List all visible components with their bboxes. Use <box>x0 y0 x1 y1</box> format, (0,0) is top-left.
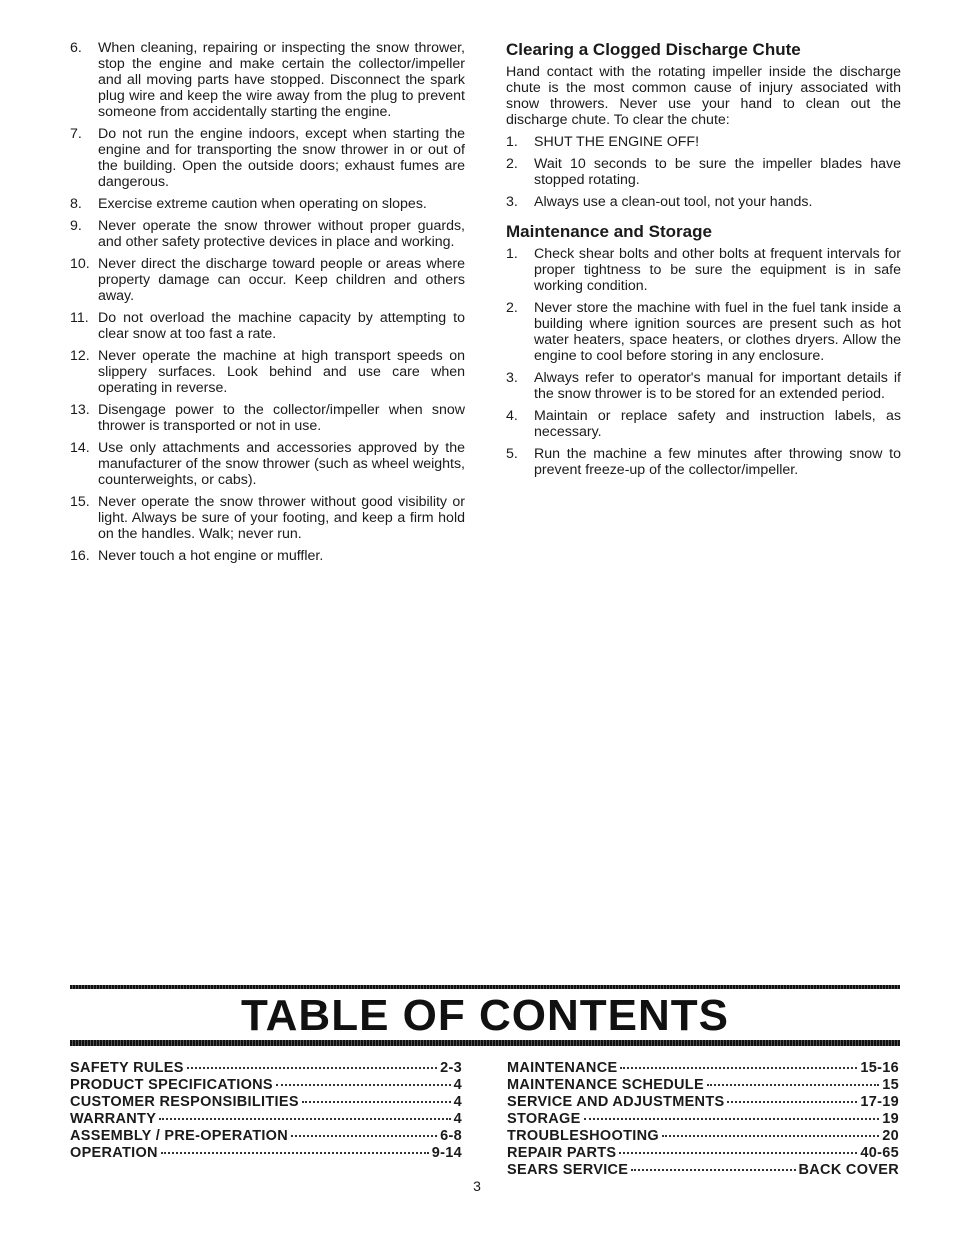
item-text: Check shear bolts and other bolts at frequent intervals for proper tightness to be sure the equipment is in safe working condition. <box>534 246 901 294</box>
item-text: Do not run the engine indoors, except when starting the engine and for transporting the snow thrower in or out of the building. Open the outside doors; exhaust fumes are dangerous. <box>98 126 465 190</box>
item-number: 16. <box>70 548 90 564</box>
item-number: 2. <box>506 300 518 316</box>
list-item <box>70 440 465 488</box>
item-number: 2. <box>506 156 518 172</box>
toc-entry-label: REPAIR PARTS <box>507 1145 617 1161</box>
item-number: 15. <box>70 494 90 510</box>
item-text: Wait 10 seconds to be sure the impeller blades have stopped rotating. <box>534 156 901 188</box>
list-item <box>70 310 465 342</box>
toc-entry[interactable] <box>507 1077 899 1094</box>
toc-entry-label: SERVICE AND ADJUSTMENTS <box>507 1094 725 1110</box>
item-text: SHUT THE ENGINE OFF! <box>534 134 700 150</box>
list-item <box>506 156 901 188</box>
toc-divider-bottom <box>70 1040 900 1046</box>
toc-entry-label: SEARS SERVICE <box>507 1162 629 1178</box>
toc-right-column <box>507 1060 899 1179</box>
item-number: 11. <box>70 310 89 326</box>
toc-leader <box>631 1169 795 1171</box>
toc-entry-pages: 4 <box>453 1111 462 1127</box>
list-item <box>70 402 465 434</box>
right-column <box>506 40 901 484</box>
list-item <box>506 246 901 294</box>
page-number: 3 <box>473 1178 481 1194</box>
toc-entry-label: WARRANTY <box>70 1111 157 1127</box>
toc-entry-pages: 15-16 <box>860 1060 899 1076</box>
list-item <box>70 126 465 190</box>
toc-entry-pages: 15 <box>882 1077 899 1093</box>
toc-entry[interactable] <box>507 1094 899 1111</box>
item-number: 1. <box>506 246 518 262</box>
toc-entry-label: TROUBLESHOOTING <box>507 1128 659 1144</box>
item-text: Disengage power to the collector/impeller when snow thrower is transported or not in use. <box>98 402 465 434</box>
toc-entry-pages: 9-14 <box>431 1145 462 1161</box>
toc-entry-label: STORAGE <box>507 1111 581 1127</box>
toc-entry-label: OPERATION <box>70 1145 158 1161</box>
toc-entry-label: ASSEMBLY / PRE-OPERATION <box>70 1128 289 1144</box>
item-number: 1. <box>506 134 518 150</box>
item-number: 9. <box>70 218 82 234</box>
list-item <box>506 300 901 364</box>
clogged-chute-steps <box>506 134 901 210</box>
toc-entry[interactable] <box>507 1111 899 1128</box>
toc-leader <box>619 1152 857 1154</box>
toc-entry-pages: 40-65 <box>860 1145 899 1161</box>
item-text: Always use a clean-out tool, not your hands. <box>534 194 813 210</box>
toc-entry[interactable] <box>507 1128 899 1145</box>
list-item <box>70 548 465 564</box>
toc-entry-pages: 20 <box>882 1128 899 1144</box>
toc-entry-pages: 4 <box>453 1094 462 1110</box>
toc-leader <box>159 1118 450 1120</box>
clogged-chute-heading: Clearing a Clogged Discharge Chute <box>506 40 801 59</box>
item-number: 6. <box>70 40 82 56</box>
toc-leader <box>187 1067 437 1069</box>
item-number: 8. <box>70 196 82 212</box>
item-number: 10. <box>70 256 90 272</box>
toc-divider-top <box>70 985 900 989</box>
toc-entry[interactable] <box>70 1077 462 1094</box>
list-item <box>506 134 901 150</box>
list-item <box>70 348 465 396</box>
toc-leader <box>161 1152 429 1154</box>
item-number: 5. <box>506 446 518 462</box>
left-column <box>70 40 465 570</box>
maintenance-steps <box>506 246 901 478</box>
item-number: 7. <box>70 126 82 142</box>
list-item <box>70 256 465 304</box>
item-text: Maintain or replace safety and instruction labels, as necessary. <box>534 408 901 440</box>
toc-entry[interactable] <box>70 1111 462 1128</box>
toc-leader <box>662 1135 879 1137</box>
item-text: Never operate the snow thrower without good visibility or light. Always be sure of your footing, and keep a firm hold on the handles. Walk; never run. <box>98 494 465 542</box>
toc-entry-label: MAINTENANCE SCHEDULE <box>507 1077 704 1093</box>
item-text: Exercise extreme caution when operating on slopes. <box>98 196 427 212</box>
item-text: Never direct the discharge toward people or areas where property damage can occur. Keep children and others away. <box>98 256 465 304</box>
item-text: Never operate the snow thrower without proper guards, and other safety protective devices in place and working. <box>98 218 465 250</box>
toc-entry-pages: 6-8 <box>440 1128 462 1144</box>
list-item <box>70 494 465 542</box>
item-text: Do not overload the machine capacity by attempting to clear snow at too fast a rate. <box>98 310 465 342</box>
toc-entry-pages: BACK COVER <box>798 1162 899 1178</box>
toc-entry-pages: 17-19 <box>860 1094 899 1110</box>
toc-leader <box>276 1084 451 1086</box>
list-item <box>506 408 901 440</box>
toc-leader <box>727 1101 857 1103</box>
toc-entry-label: SAFETY RULES <box>70 1060 184 1076</box>
toc-entry-label: CUSTOMER RESPONSIBILITIES <box>70 1094 299 1110</box>
toc-entry[interactable] <box>70 1060 462 1077</box>
list-item <box>70 40 465 120</box>
item-number: 3. <box>506 370 518 386</box>
list-item <box>506 446 901 478</box>
item-text: Never operate the machine at high transport speeds on slippery surfaces. Look behind and use care when operating in reverse. <box>98 348 465 396</box>
toc-left-column <box>70 1060 462 1162</box>
item-text: Always refer to operator's manual for important details if the snow thrower is to be stored for an extended period. <box>534 370 901 402</box>
item-number: 13. <box>70 402 90 418</box>
toc-leader <box>302 1101 451 1103</box>
item-text: Run the machine a few minutes after throwing snow to prevent freeze-up of the collector/impeller. <box>534 446 901 478</box>
toc-entry[interactable] <box>507 1060 899 1077</box>
toc-entry[interactable] <box>70 1128 462 1145</box>
item-text: Never store the machine with fuel in the fuel tank inside a building where ignition sources are present such as hot water heaters, space heaters, or clothes dryers. Allow the engine to cool before storing in any enclosure. <box>534 300 901 364</box>
toc-leader <box>584 1118 880 1120</box>
clogged-chute-intro: Hand contact with the rotating impeller inside the discharge chute is the most common cause of injury associated with snow throwers. Never use your hand to clean out the discharge chute. To clear the chute: <box>506 64 901 128</box>
toc-entry[interactable] <box>70 1094 462 1111</box>
item-text: When cleaning, repairing or inspecting the snow thrower, stop the engine and make certain the collector/impeller and all moving parts have stopped. Disconnect the spark plug wire and keep the wire away from the plug to prevent someone from accidentally starting the engine. <box>98 40 465 120</box>
toc-entry-label: PRODUCT SPECIFICATIONS <box>70 1077 273 1093</box>
safety-rules-list <box>70 40 465 564</box>
item-text: Use only attachments and accessories approved by the manufacturer of the snow thrower (such as wheel weights, counterweights, or cabs). <box>98 440 465 488</box>
item-number: 4. <box>506 408 518 424</box>
toc-entry-pages: 4 <box>453 1077 462 1093</box>
item-text: Never touch a hot engine or muffler. <box>98 548 324 564</box>
list-item <box>70 196 465 212</box>
toc-title: TABLE OF CONTENTS <box>241 991 729 1040</box>
maintenance-storage-heading: Maintenance and Storage <box>506 222 712 241</box>
list-item <box>506 194 901 210</box>
toc-entry-label: MAINTENANCE <box>507 1060 618 1076</box>
item-number: 12. <box>70 348 90 364</box>
toc-entry-pages: 19 <box>882 1111 899 1127</box>
item-number: 14. <box>70 440 90 456</box>
list-item <box>506 370 901 402</box>
toc-entry-pages: 2-3 <box>440 1060 462 1076</box>
toc-entry[interactable] <box>70 1145 462 1162</box>
toc-leader <box>707 1084 879 1086</box>
list-item <box>70 218 465 250</box>
toc-leader <box>620 1067 857 1069</box>
item-number: 3. <box>506 194 518 210</box>
toc-leader <box>291 1135 437 1137</box>
toc-entry[interactable] <box>507 1162 899 1179</box>
toc-entry[interactable] <box>507 1145 899 1162</box>
